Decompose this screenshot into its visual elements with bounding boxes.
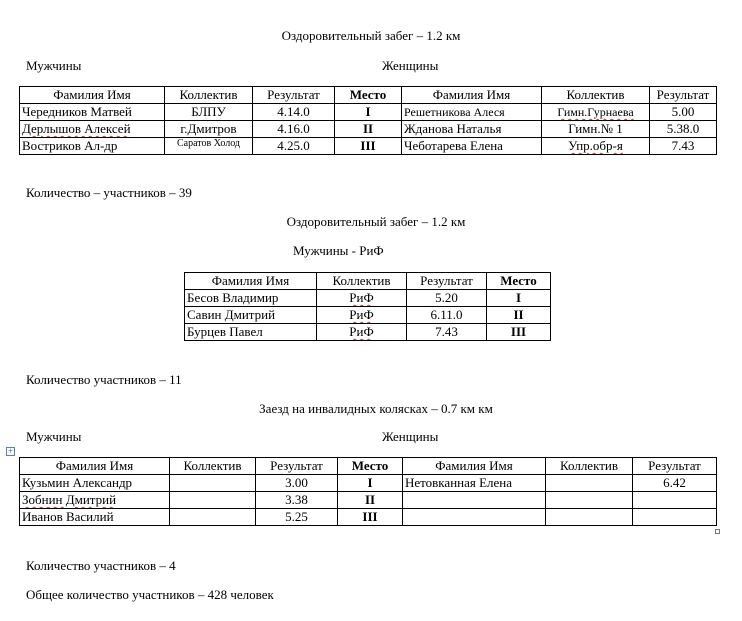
section2-title: Оздоровительный забег – 1.2 км — [286, 214, 466, 229]
section2-subtitle — [293, 243, 384, 259]
cell-place: I — [338, 475, 403, 492]
table-row — [185, 307, 551, 324]
cell-result — [633, 509, 717, 526]
cell-name: Бурцев Павел — [185, 324, 317, 341]
cell-name: Кузьмин Александр — [20, 475, 170, 492]
cell-result: 3.00 — [256, 475, 338, 492]
header-team: Коллектив — [317, 273, 407, 290]
section3-results-table — [19, 457, 717, 526]
table-resize-handle-icon[interactable] — [715, 529, 720, 534]
section3-women-label: Женщины — [382, 429, 439, 444]
cell-place: II — [487, 307, 551, 324]
cell-place: III — [487, 324, 551, 341]
cell-name — [20, 121, 165, 138]
cell-team-text: РиФ — [349, 307, 374, 322]
cell-team: БЛПУ — [165, 104, 253, 121]
header-place: Место — [338, 458, 403, 475]
cell-result: 7.43 — [650, 138, 717, 155]
cell-team — [170, 492, 256, 509]
header-place: Место — [487, 273, 551, 290]
cell-team — [170, 475, 256, 492]
table-row — [20, 104, 717, 121]
table-row — [20, 138, 717, 155]
cell-team: Гимн.Гурнаева — [542, 104, 650, 121]
cell-team — [317, 324, 407, 341]
cell-team — [546, 509, 633, 526]
cell-place: II — [338, 492, 403, 509]
header-team: Коллектив — [542, 87, 650, 104]
cell-name-text: Дерлышов Алексей — [22, 121, 131, 136]
cell-name — [20, 492, 170, 509]
section1-participant-count: Количество – участников – 39 — [26, 185, 192, 200]
section1-title: Оздоровительный забег – 1.2 км — [281, 28, 461, 43]
cell-result: 7.43 — [407, 324, 487, 341]
cell-result: 5.00 — [650, 104, 717, 121]
table-move-handle-icon[interactable]: + — [7, 446, 14, 456]
cell-team: г.Дмитров — [165, 121, 253, 138]
cell-team: Упр.обр-я — [542, 138, 650, 155]
table-header-row — [20, 87, 717, 104]
header-result: Результат — [256, 458, 338, 475]
cell-team: Саратов Холод — [165, 138, 253, 155]
header-name: Фамилия Имя — [403, 458, 546, 475]
header-result: Результат — [253, 87, 335, 104]
section3-title: Заезд на инвалидных колясках – 0.7 км км — [259, 401, 493, 416]
section1-women-label: Женщины — [382, 58, 439, 73]
section3-participant-count: Количество участников – 4 — [26, 558, 176, 573]
header-team: Коллектив — [546, 458, 633, 475]
header-result: Результат — [407, 273, 487, 290]
cell-name-text: Зобнин Дмитрий — [22, 492, 117, 507]
cell-name — [403, 492, 546, 509]
cell-name: Решетникова Алеся — [402, 104, 542, 121]
cell-team — [170, 509, 256, 526]
cell-name: Савин Дмитрий — [185, 307, 317, 324]
cell-name: Чеботарева Елена — [402, 138, 542, 155]
table-header-row — [185, 273, 551, 290]
cell-team — [317, 290, 407, 307]
section1-men-label: Мужчины — [26, 58, 82, 73]
cell-name: Нетовканная Елена — [403, 475, 546, 492]
cell-result: 5.38.0 — [650, 121, 717, 138]
table-row — [20, 509, 717, 526]
header-name: Фамилия Имя — [20, 458, 170, 475]
section2-participant-count: Количество участников – 11 — [26, 372, 182, 387]
table-row — [20, 475, 717, 492]
cell-result — [633, 492, 717, 509]
header-name: Фамилия Имя — [20, 87, 165, 104]
section2-results-table — [184, 272, 551, 341]
cell-place: II — [335, 121, 402, 138]
cell-name: Жданова Наталья — [402, 121, 542, 138]
section1-results-table — [19, 86, 717, 155]
cell-result: 4.25.0 — [253, 138, 335, 155]
header-name: Фамилия Имя — [402, 87, 542, 104]
cell-team — [546, 492, 633, 509]
cell-name: Бесов Владимир — [185, 290, 317, 307]
header-team: Коллектив — [170, 458, 256, 475]
cell-team — [317, 307, 407, 324]
header-result: Результат — [650, 87, 717, 104]
header-result: Результат — [633, 458, 717, 475]
table-row — [20, 121, 717, 138]
cell-team-text: РиФ — [349, 290, 374, 305]
cell-result: 4.16.0 — [253, 121, 335, 138]
cell-place: I — [487, 290, 551, 307]
header-name: Фамилия Имя — [185, 273, 317, 290]
cell-result: 6.11.0 — [407, 307, 487, 324]
cell-result: 6.42 — [633, 475, 717, 492]
cell-team — [546, 475, 633, 492]
cell-name: Иванов Василий — [20, 509, 170, 526]
table-row — [20, 492, 717, 509]
cell-result: 4.14.0 — [253, 104, 335, 121]
total-participant-count: Общее количество участников – 428 человек — [26, 587, 274, 602]
table-header-row — [20, 458, 717, 475]
cell-result: 3.38 — [256, 492, 338, 509]
table-row — [185, 324, 551, 341]
cell-result: 5.20 — [407, 290, 487, 307]
cell-name: Востриков Ал-др — [20, 138, 165, 155]
cell-team: Гимн.№ 1 — [542, 121, 650, 138]
cell-name — [403, 509, 546, 526]
section3-men-label: Мужчины — [26, 429, 82, 444]
cell-result: 5.25 — [256, 509, 338, 526]
cell-place: III — [338, 509, 403, 526]
cell-team-text: РиФ — [349, 324, 374, 339]
cell-place: III — [335, 138, 402, 155]
header-place: Место — [335, 87, 402, 104]
table-row — [185, 290, 551, 307]
cell-name: Чередников Матвей — [20, 104, 165, 121]
section2-subtitle-text: Мужчины - РиФ — [293, 243, 384, 258]
header-team: Коллектив — [165, 87, 253, 104]
cell-place: I — [335, 104, 402, 121]
